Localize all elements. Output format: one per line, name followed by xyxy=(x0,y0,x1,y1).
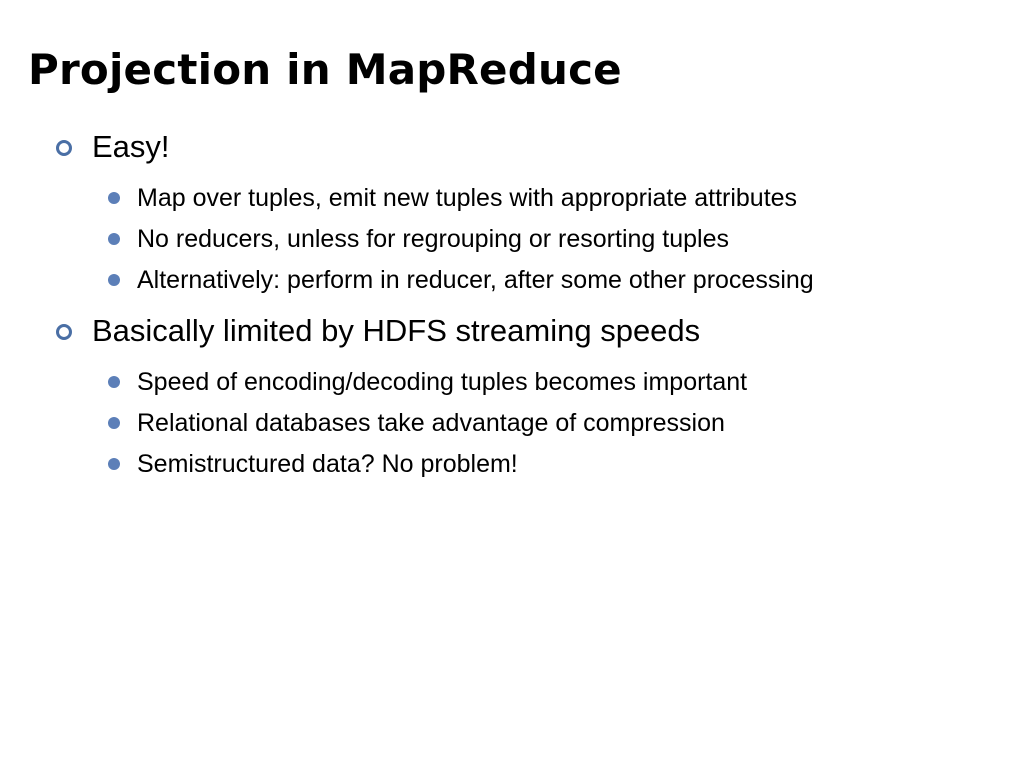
bullet-level2: No reducers, unless for regrouping or resorting tuples xyxy=(137,225,729,253)
bullet-level2: Relational databases take advantage of compression xyxy=(137,409,725,437)
bullet-level1: Easy! xyxy=(92,129,170,164)
hollow-circle-bullet-icon xyxy=(56,140,72,156)
slide-title: Projection in MapReduce xyxy=(28,45,622,94)
hollow-circle-bullet-icon xyxy=(56,324,72,340)
filled-circle-bullet-icon xyxy=(108,417,120,429)
bullet-level2: Speed of encoding/decoding tuples becomes important xyxy=(137,368,748,396)
filled-circle-bullet-icon xyxy=(108,192,120,204)
bullet-level2: Map over tuples, emit new tuples with appropriate attributes xyxy=(137,184,798,212)
bullet-level2: Alternatively: perform in reducer, after some other processing xyxy=(137,266,814,294)
filled-circle-bullet-icon xyxy=(108,274,120,286)
filled-circle-bullet-icon xyxy=(108,376,120,388)
filled-circle-bullet-icon xyxy=(108,458,120,470)
bullet-level2: Semistructured data? No problem! xyxy=(137,450,518,478)
filled-circle-bullet-icon xyxy=(108,233,120,245)
bullet-level1: Basically limited by HDFS streaming speeds xyxy=(92,313,701,348)
